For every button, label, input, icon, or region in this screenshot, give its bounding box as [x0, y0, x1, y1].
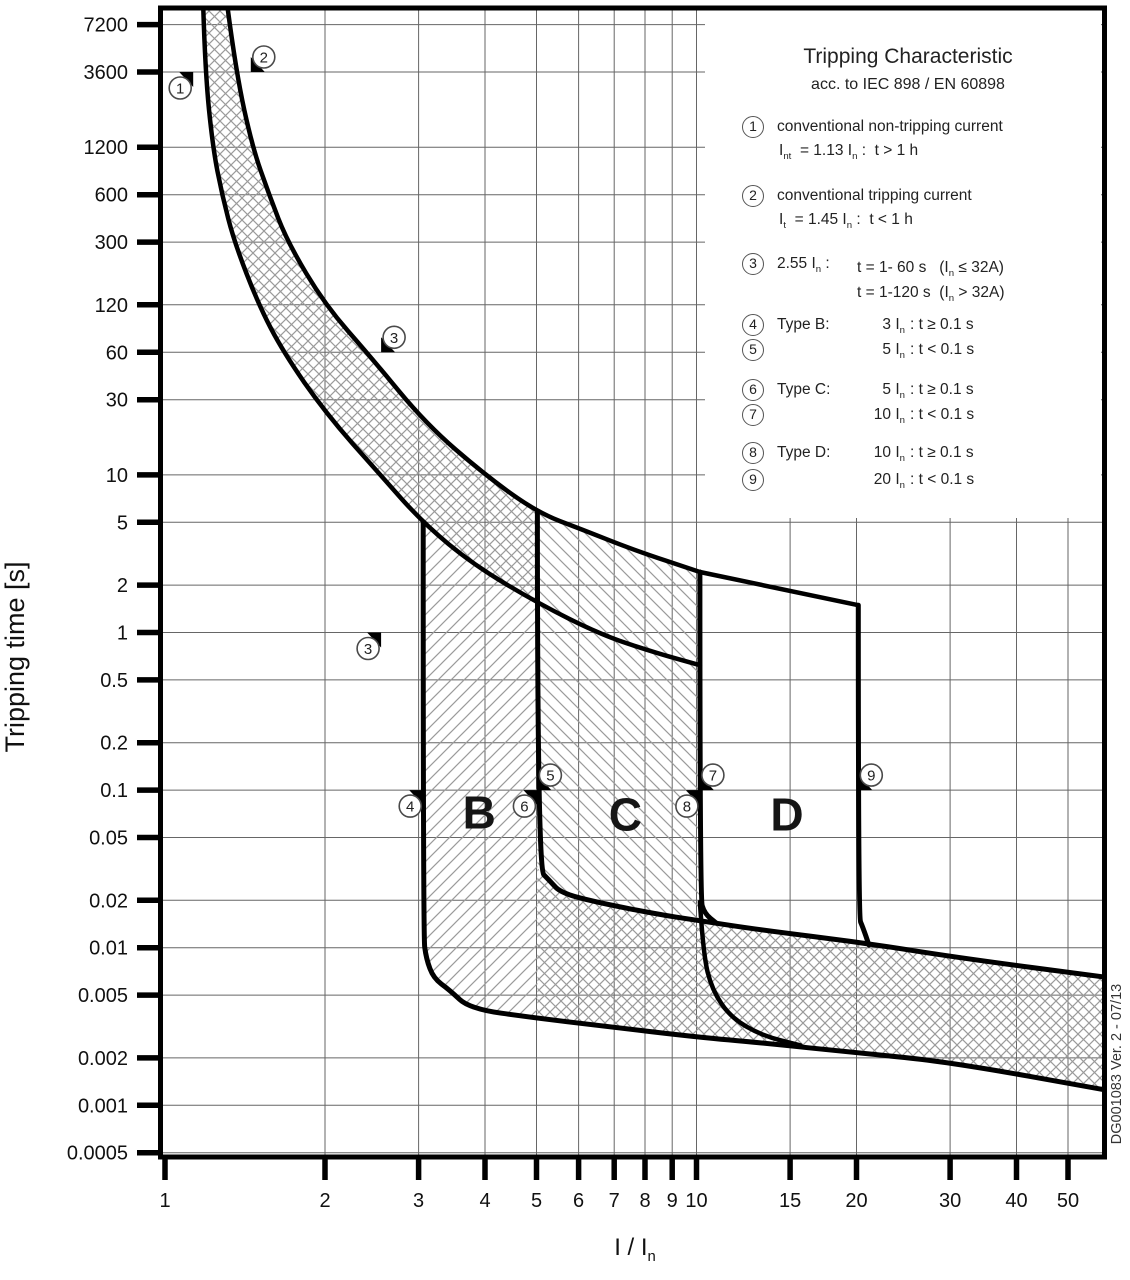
- y-tick-label: 0.02: [89, 890, 128, 913]
- curve-type-d-left: [700, 572, 717, 923]
- marker-number: 7: [708, 767, 718, 785]
- y-tick-label: 2: [116, 575, 128, 598]
- legend-item-condition: : t < 0.1 s: [910, 341, 975, 358]
- hatch-region-zone-c-fill: [537, 513, 716, 924]
- legend-item-formula: $I_t = 1.45$ $I_n$ : t < 1 h: [779, 211, 913, 232]
- x-tick-label: 50: [1056, 1190, 1080, 1212]
- marker-1: [169, 72, 193, 99]
- legend-item-value: 20 $I_n$: [873, 471, 905, 492]
- legend-item-4: [742, 314, 974, 336]
- marker-number: 9: [867, 767, 876, 785]
- legend-item-label: Type B:: [777, 316, 830, 333]
- x-tick-label: 10: [685, 1190, 708, 1212]
- y-tick-label: 3600: [83, 62, 128, 84]
- y-tick-label: 0.005: [77, 985, 128, 1008]
- legend-item-label: [777, 341, 861, 359]
- marker-9: [858, 764, 882, 790]
- legend-item-9: [742, 469, 974, 491]
- legend-item-number-badge: 2: [742, 185, 764, 207]
- marker-3: [357, 633, 381, 660]
- y-tick-label: 5: [116, 512, 128, 535]
- marker-3: [381, 326, 405, 352]
- legend-item-1: [742, 116, 1003, 163]
- y-tick-label: 0.001: [77, 1095, 128, 1118]
- legend-panel: [706, 40, 1110, 520]
- y-axis-title: Tripping time [s]: [0, 561, 30, 753]
- y-tick-label: 120: [94, 294, 128, 317]
- y-tick-label: 7200: [83, 14, 128, 37]
- legend-item-text: conventional tripping current: [777, 187, 972, 204]
- x-tick-label: 8: [639, 1190, 651, 1212]
- marker-number: 4: [406, 798, 415, 816]
- legend-item-5: [742, 339, 974, 361]
- marker-7: [700, 764, 724, 790]
- y-tick-label: 0.002: [77, 1047, 128, 1070]
- legend-item-condition: : t ≥ 0.1 s: [910, 444, 974, 461]
- x-tick-label: 9: [666, 1190, 678, 1212]
- x-tick-label: 20: [845, 1190, 868, 1212]
- legend-item-number-badge: 8: [742, 442, 764, 464]
- legend-item-condition: : t ≥ 0.1 s: [910, 316, 974, 333]
- legend-item-value: 3 $I_n$: [882, 316, 905, 337]
- x-tick-label: 6: [573, 1190, 585, 1212]
- legend-item-number-badge: 7: [742, 404, 764, 426]
- hatch-region-thermal-band: [203, 6, 537, 603]
- legend-item-label: Type D:: [777, 444, 831, 461]
- curve-type-d-top: [700, 572, 858, 605]
- y-tick-label: 0.05: [89, 827, 128, 850]
- y-tick-label: 60: [105, 342, 128, 365]
- legend-item-2: [742, 185, 972, 232]
- legend-subtitle: acc. to IEC 898 / EN 60898: [811, 76, 1005, 93]
- legend-item-value: t = 1- 60 s $(I_n \le 32A)$: [857, 259, 1004, 280]
- legend-item-3: [742, 253, 1005, 305]
- x-tick-label: 7: [608, 1190, 620, 1212]
- y-tick-label: 0.2: [100, 732, 128, 755]
- legend-item-label: 2.55 $I_n$ :: [777, 255, 830, 276]
- x-tick-label: 4: [479, 1190, 491, 1212]
- y-tick-label: 0.5: [100, 669, 128, 692]
- legend-item-number-badge: 6: [742, 379, 764, 401]
- y-tick-label: 0.0005: [66, 1142, 128, 1165]
- zone-letter-C: C: [608, 788, 643, 841]
- x-tick-label: 5: [530, 1190, 543, 1212]
- x-tick-label: 30: [938, 1190, 962, 1212]
- x-tick-label: 1: [159, 1190, 171, 1212]
- watermark: DG001083 Ver. 2 - 07/13: [1109, 983, 1125, 1145]
- legend-item-label: Type C:: [777, 381, 831, 398]
- marker-number: 3: [389, 329, 399, 347]
- legend-item-7: [742, 404, 974, 426]
- zone-letter-B: B: [462, 786, 496, 839]
- marker-number: 5: [546, 767, 555, 785]
- legend-item-value: 10 $I_n$: [873, 444, 905, 465]
- zone-letter-D: D: [770, 788, 804, 841]
- x-axis-title: I / $I_n$: [614, 1234, 656, 1265]
- legend-item-value: 5 $I_n$: [882, 381, 905, 402]
- x-tick-label: 40: [1005, 1190, 1028, 1212]
- marker-number: 2: [259, 49, 268, 67]
- y-tick-label: 1: [116, 622, 128, 645]
- y-tick-label: 0.01: [89, 937, 128, 960]
- legend-item-text: conventional non-tripping current: [777, 118, 1003, 135]
- legend-item-8: [742, 442, 974, 464]
- legend-item-number-badge: 4: [742, 314, 764, 336]
- legend-item-number-badge: 3: [742, 253, 764, 275]
- marker-number: 8: [682, 798, 692, 816]
- marker-2: [251, 46, 275, 72]
- y-tick-label: 0.1: [100, 780, 128, 803]
- marker-number: 6: [520, 798, 529, 816]
- legend-item-6: [742, 379, 974, 401]
- legend-item-value: t = 1-120 s $(I_n > 32A)$: [857, 284, 1005, 305]
- x-tick-label: 2: [319, 1190, 331, 1212]
- legend-item-formula: $I_{nt} = 1.13$ $I_n$ : t > 1 h: [779, 142, 919, 163]
- y-tick-label: 1200: [83, 137, 128, 160]
- legend-item-condition: : t < 0.1 s: [910, 406, 975, 423]
- x-tick-label: 15: [778, 1190, 802, 1212]
- legend-item-value: 5 $I_n$: [882, 341, 905, 362]
- legend-item-value: 10 $I_n$: [873, 406, 905, 427]
- legend-item-condition: : t ≥ 0.1 s: [910, 381, 974, 398]
- marker-4: [399, 790, 423, 817]
- marker-number: 1: [176, 80, 185, 98]
- legend-item-label: [777, 471, 861, 489]
- legend-item-condition: : t < 0.1 s: [910, 471, 975, 488]
- legend-title: Tripping Characteristic: [803, 45, 1013, 68]
- legend-item-label: [777, 406, 861, 424]
- marker-number: 3: [363, 641, 373, 658]
- y-tick-label: 600: [94, 184, 128, 207]
- y-tick-label: 10: [105, 464, 128, 487]
- x-tick-label: 3: [413, 1190, 425, 1212]
- legend-item-number-badge: 9: [742, 469, 764, 491]
- y-tick-label: 30: [105, 389, 128, 412]
- legend-item-number-badge: 5: [742, 339, 764, 361]
- y-tick-label: 300: [94, 232, 128, 255]
- hatch-region-zone-b-fill: [423, 523, 537, 1018]
- legend-item-number-badge: 1: [742, 116, 764, 138]
